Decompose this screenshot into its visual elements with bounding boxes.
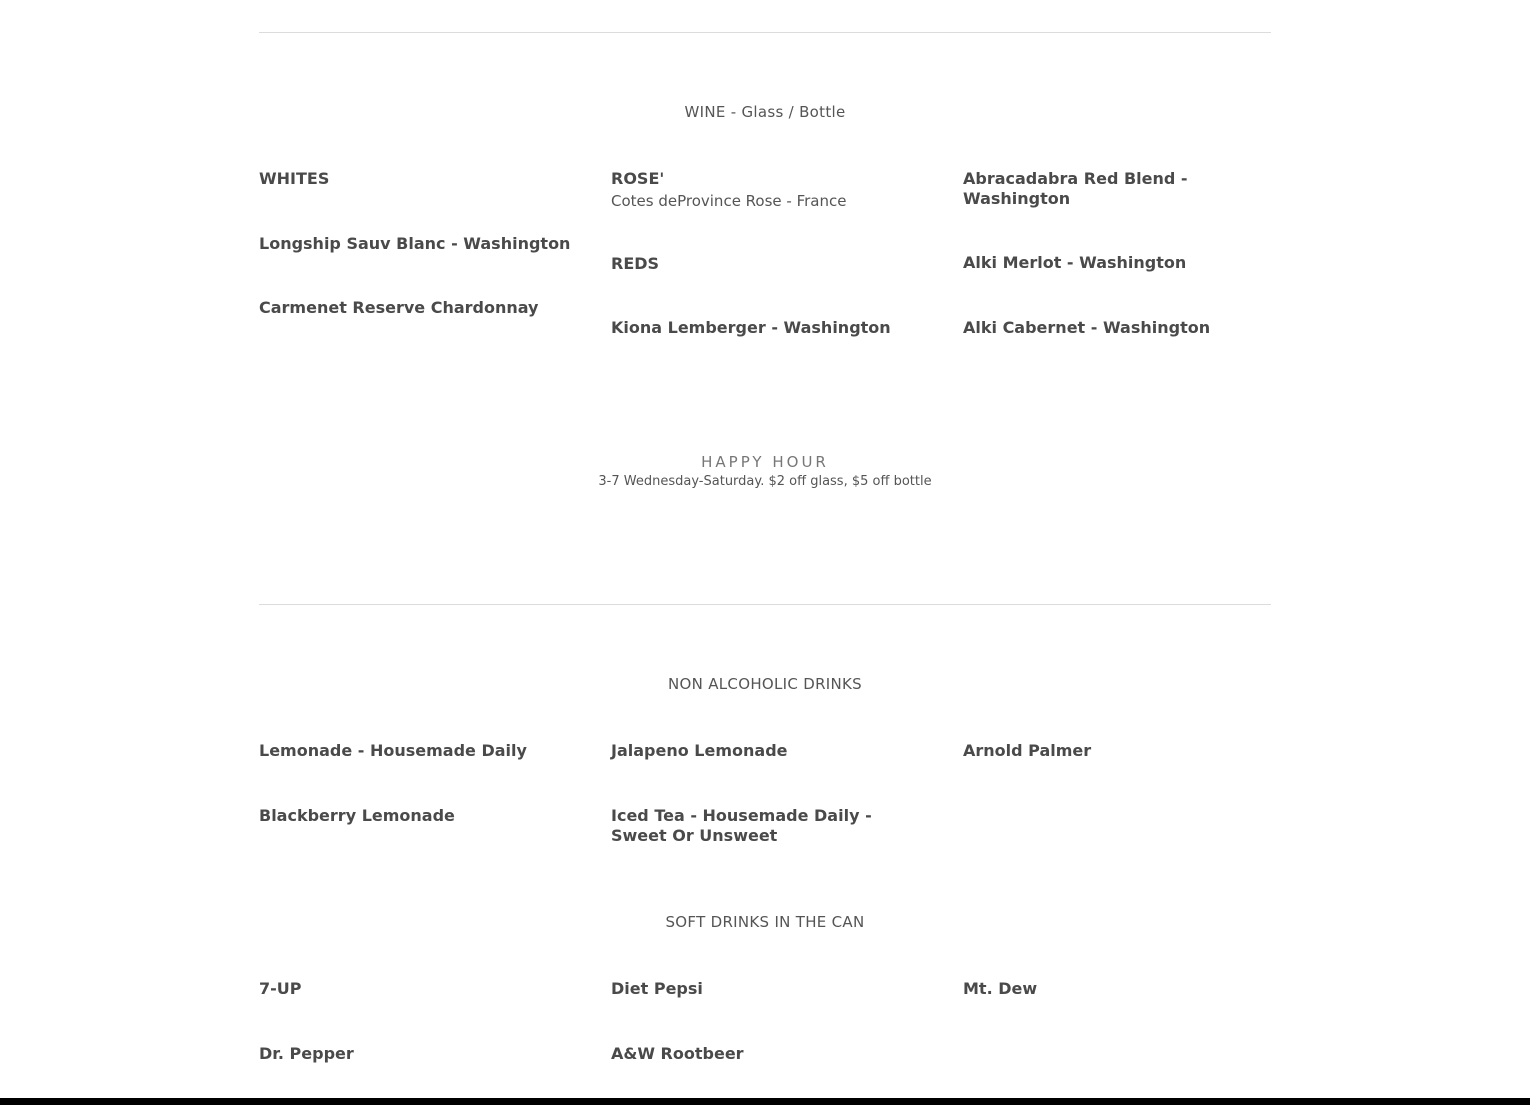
soda-item-dr-pepper: Dr. Pepper [259, 1044, 354, 1063]
soda-item-aw-rootbeer: A&W Rootbeer [611, 1044, 744, 1063]
drink-item-iced-tea: Iced Tea - Housemade Daily - Sweet Or Unsweet [611, 806, 872, 845]
happy-hour-title: HAPPY HOUR [701, 453, 829, 471]
happy-hour-details: 3-7 Wednesday-Saturday. $2 off glass, $5 off bottle [598, 474, 932, 489]
wine-item-alki-cabernet: Alki Cabernet - Washington [963, 318, 1211, 337]
reds-heading: REDS [611, 254, 660, 273]
drink-item-arnold-palmer: Arnold Palmer [963, 741, 1092, 760]
wine-item-alki-merlot: Alki Merlot - Washington [963, 253, 1187, 272]
soda-item-mt-dew: Mt. Dew [963, 979, 1038, 998]
whites-heading: WHITES [259, 169, 330, 188]
wine-item-kiona: Kiona Lemberger - Washington [611, 318, 891, 337]
wine-item-longship: Longship Sauv Blanc - Washington [259, 234, 571, 253]
non-alcoholic-section-title: NON ALCOHOLIC DRINKS [668, 675, 862, 693]
drink-item-blackberry-lemonade: Blackberry Lemonade [259, 806, 455, 825]
rose-heading: ROSE' [611, 169, 665, 188]
footer-bar [0, 1098, 1530, 1105]
wine-item-cotes-rose: Cotes deProvince Rose - France [611, 192, 847, 210]
mid-divider [259, 604, 1271, 605]
wine-item-carmenet: Carmenet Reserve Chardonnay [259, 298, 539, 317]
top-divider [259, 32, 1271, 33]
wine-section-title: WINE - Glass / Bottle [684, 103, 846, 121]
drink-item-lemonade: Lemonade - Housemade Daily [259, 741, 527, 760]
drink-item-jalapeno-lemonade: Jalapeno Lemonade [611, 741, 788, 760]
soda-item-7up: 7-UP [259, 979, 302, 998]
wine-item-abracadabra: Abracadabra Red Blend - Washington [963, 169, 1188, 208]
soft-drinks-section-title: SOFT DRINKS IN THE CAN [665, 913, 865, 931]
soda-item-diet-pepsi: Diet Pepsi [611, 979, 703, 998]
